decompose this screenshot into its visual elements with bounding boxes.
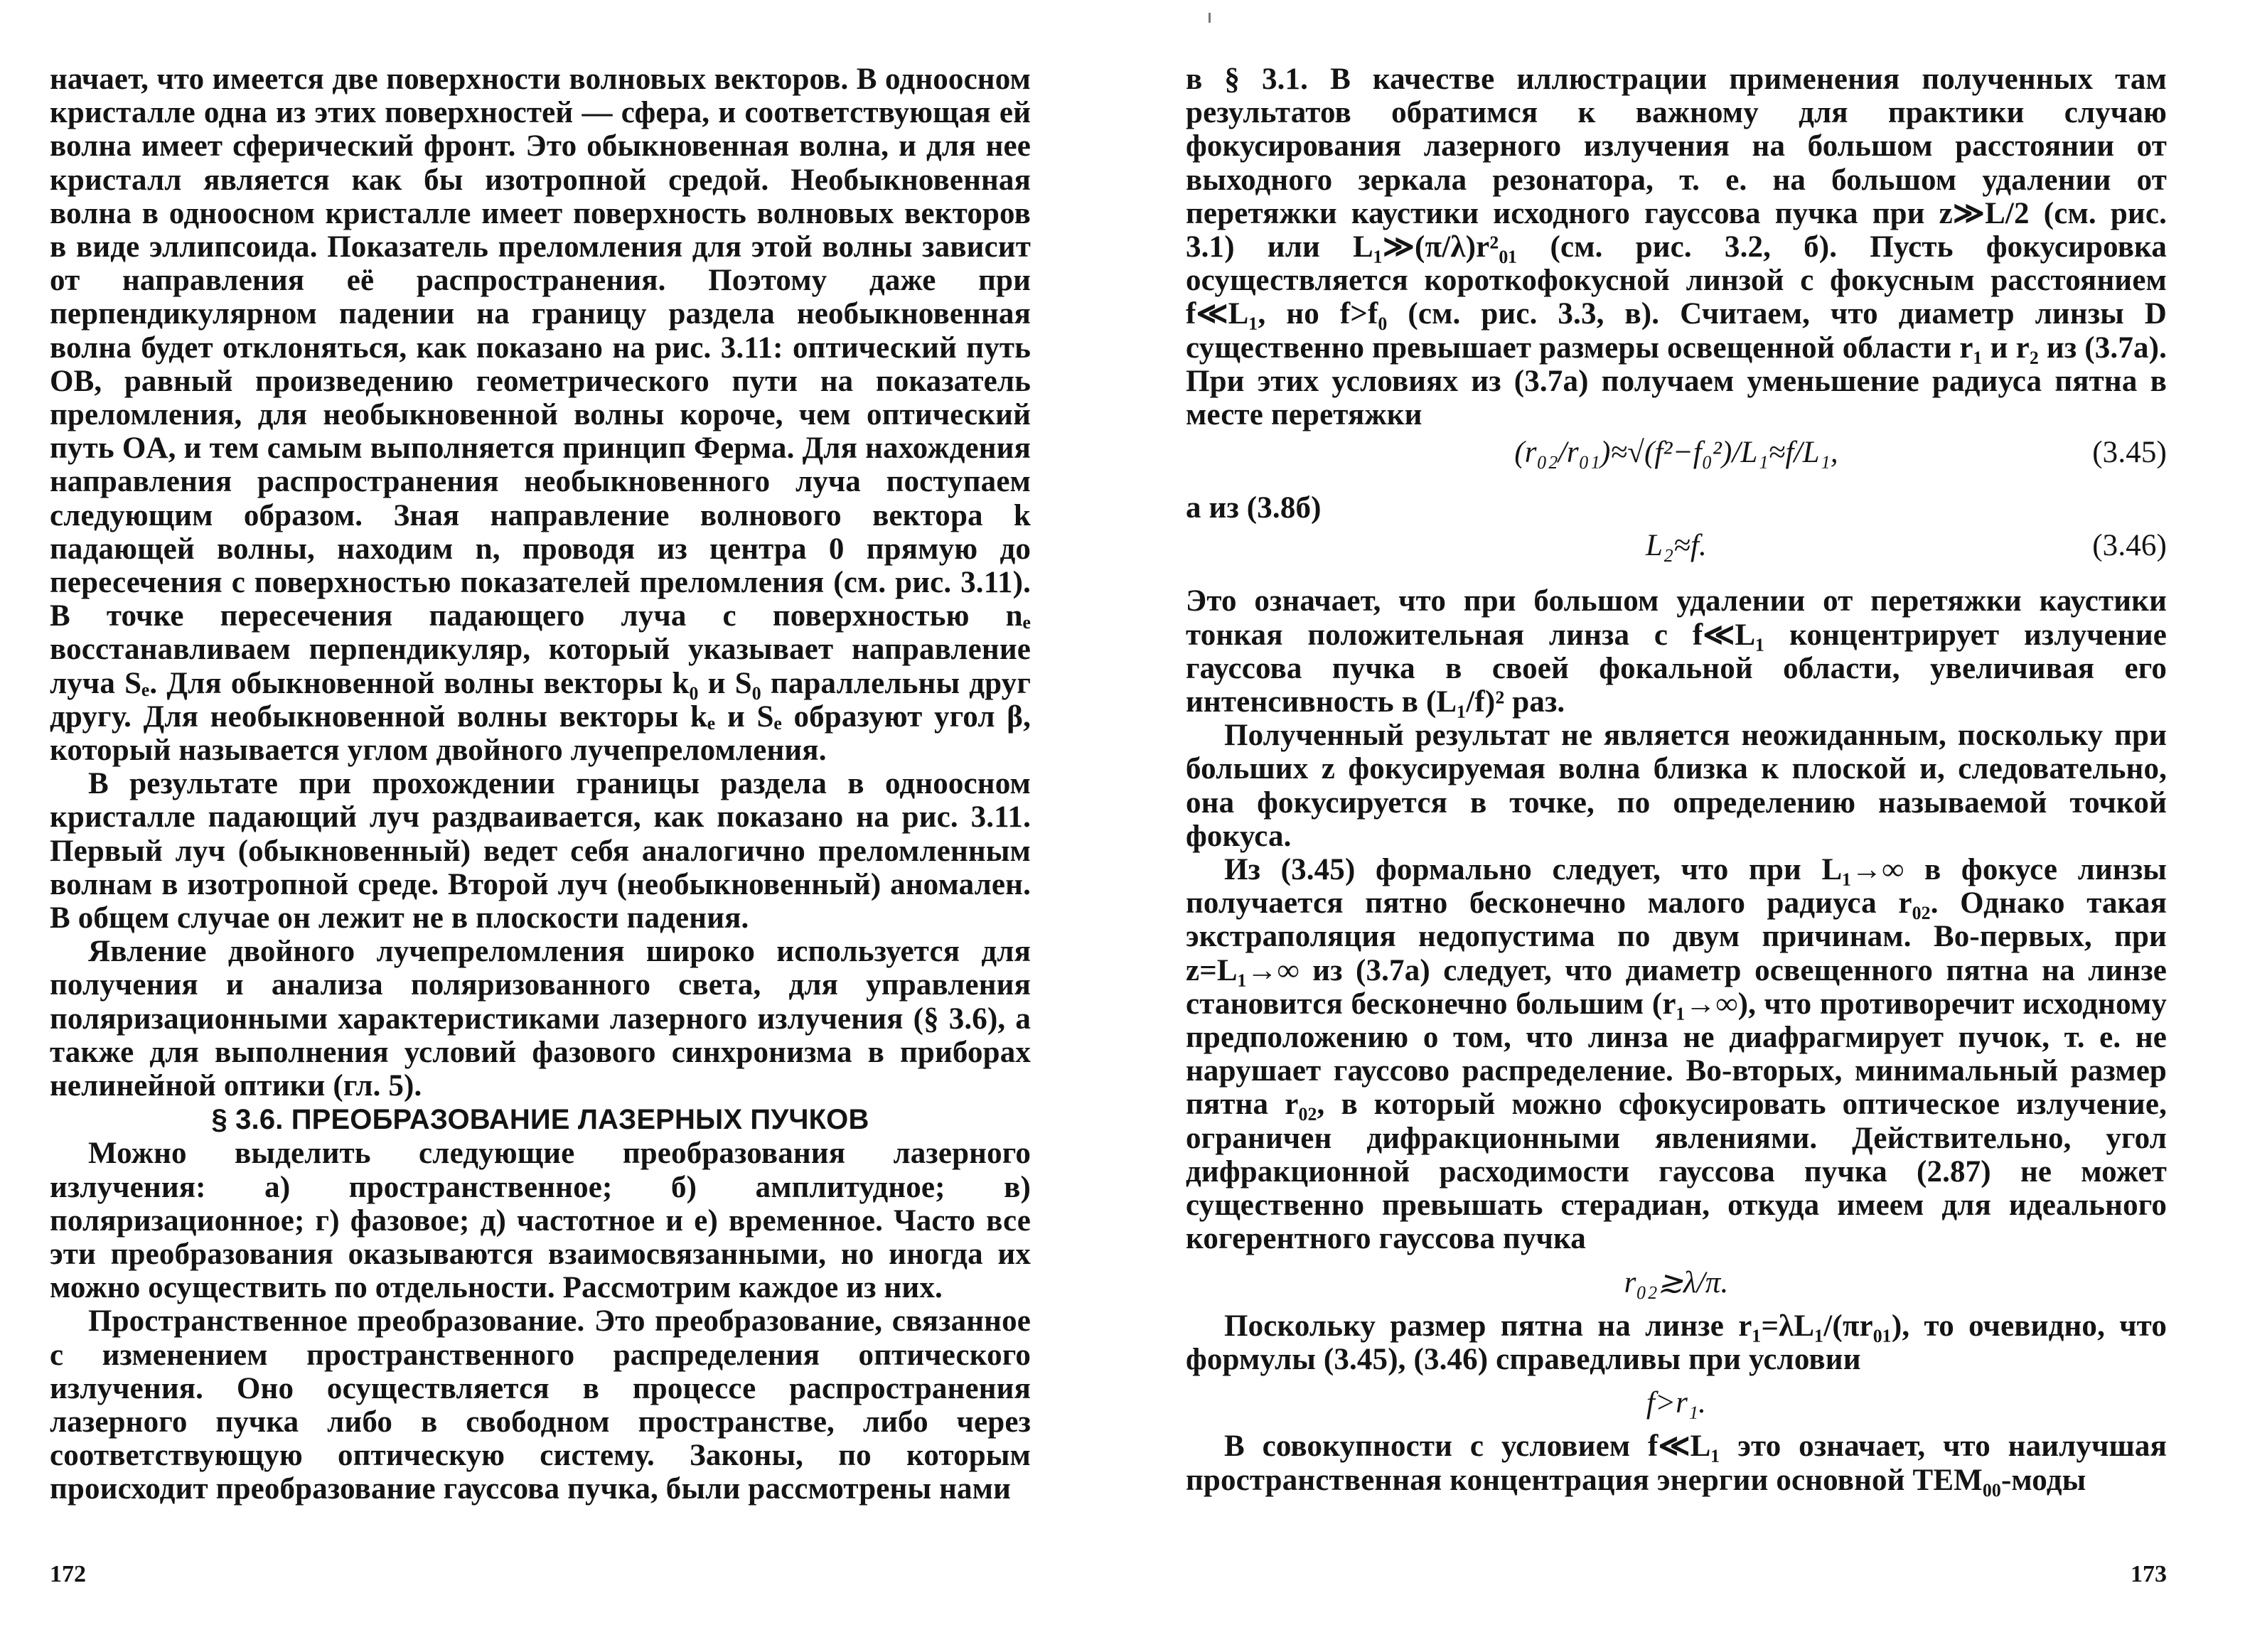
equation-expression: (r₀₂/r₀₁)≈√(f²−f₀²)/L₁≈f/L₁, bbox=[1514, 436, 1838, 470]
right-page bbox=[1186, 0, 2167, 1652]
paragraph-body: Это преобразование, связанное с изменением пространственного распределения оптического излучения. Оно осуществляется в процессе распространения лазерного пучка либо в свободном пространстве, либо через соответствующую оптическую систему. Законы, по которым происходит преобразование гауссова пучка, были рассмотрены нами bbox=[50, 1304, 1031, 1506]
left-page-text bbox=[50, 63, 1031, 1506]
paragraph: Из (3.45) формально следует, что при L₁→∞ в фокусе линзы получается пятно бесконечно малого радиуса r₀₂. Однако такая экстраполяция недопустима по двум причинам. Во-первых, при z=L₁→∞ из (3.7а) следует, что диаметр освещенного пятна на линзе становится бесконечно большим (r₁→∞), что противоречит исходному предположению о том, что линза не диафрагмирует пучок, т. е. не нарушает гауссово распределение. Во-вторых, минимальный размер пятна r₀₂, в который можно сфокусировать оптическое излучение, ограничен дифракционными явлениями. Действительно, угол дифракционной расходимости гауссова пучка (2.87) не может существенно превышать стерадиан, откуда имеем для идеального когерентного гауссова пучка bbox=[1186, 853, 2167, 1256]
right-page-text bbox=[1186, 63, 2167, 1497]
page-number: 173 bbox=[2131, 1561, 2167, 1587]
equation-number: (3.46) bbox=[2092, 529, 2167, 563]
paragraph: начает, что имеется две поверхности волновых векторов. В одноосном кристалле одна из этих поверхностей — сфера, и соответствующая ей волна имеет сферический фронт. Это обыкновенная волна, и для нее кристалл является как бы изотропной средой. Необыкновенная волна в одноосном кристалле имеет поверхность волновых векторов в виде эллипсоида. Показатель преломления для этой волны зависит от направления её распространения. Поэтому даже при перпендикулярном падении на границу раздела необыкновенная волна будет отклоняться, как показано на рис. 3.11: оптический путь OB, равный произведению геометрического пути на показатель преломления, для необыкновенной волны короче, чем оптический путь OA, и тем самым выполняется принцип Ферма. Для нахождения направления распространения необыкновенного луча поступаем следующим образом. Зная направление волнового вектора k падающей волны, находим n, проводя из центра 0 прямую до пересечения с поверхностью показателей преломления (см. рис. 3.11). В точке пересечения падающего луча с поверхностью nₑ восстанавливаем перпендикуляр, который указывает направление луча Sₑ. Для обыкновенной волны векторы k₀ и S₀ параллельны друг другу. Для необыкновенной волны векторы kₑ и Sₑ образуют угол β, который называется углом двойного лучепреломления. bbox=[50, 63, 1031, 768]
paragraph: Полученный результат не является неожиданным, поскольку при больших z фокусируемая волна близка к плоской и, следовательно, она фокусируется в точке, по определению называемой точкой фокуса. bbox=[1186, 719, 2167, 853]
paragraph: а из (3.8б) bbox=[1186, 491, 1322, 525]
paragraph: В результате при прохождении границы раздела в одноосном кристалле падающий луч раздваивается, как показано на рис. 3.11. Первый луч (обыкновенный) ведет себя аналогично преломленным волнам в изотропной среде. Второй луч (необыкновенный) аномален. В общем случае он лежит не в плоскости падения. bbox=[50, 767, 1031, 935]
paragraph: Можно выделить следующие преобразования лазерного излучения: а) пространственное; б) амплитудное; в) поляризационное; г) фазовое; д) частотное и е) временное. Часто все эти преобразования оказываются взаимосвязанными, но иногда их можно осуществить по отдельности. Рассмотрим каждое из них. bbox=[50, 1137, 1031, 1305]
equation-inline: r₀₂≳λ/π. bbox=[1624, 1265, 1729, 1299]
bold-term: Пространственное преобразование. bbox=[88, 1304, 585, 1339]
equation-inline: f>r₁. bbox=[1646, 1386, 1707, 1420]
page-number: 172 bbox=[50, 1561, 86, 1587]
equation-3-45 bbox=[1186, 436, 2167, 487]
paragraph bbox=[50, 1304, 1031, 1506]
left-page bbox=[50, 0, 1031, 1652]
paragraph: Поскольку размер пятна на линзе r₁=λL₁/(πr₀₁), то очевидно, что формулы (3.45), (3.46) справедливы при условии bbox=[1186, 1309, 2167, 1376]
paragraph: в § 3.1. В качестве иллюстрации применения полученных там результатов обратимся к важному для практики случаю фокусирования лазерного излучения на большом расстоянии от выходного зеркала резонатора, т. е. на большом удалении от перетяжки каустики исходного гауссова пучка при z≫L/2 (см. рис. 3.1) или L₁≫(π/λ)r²₀₁ (см. рис. 3.2, б). Пусть фокусировка осуществляется короткофокусной линзой с фокусным расстоянием f≪L₁, но f>f₀ (см. рис. 3.3, в). Считаем, что диаметр линзы D существенно превышает размеры освещенной области r₁ и r₂ из (3.7а). При этих условиях из (3.7а) получаем уменьшение радиуса пятна в месте перетяжки bbox=[1186, 63, 2167, 432]
equation-expression: L₂≈f. bbox=[1646, 529, 1707, 563]
section-heading: § 3.6. ПРЕОБРАЗОВАНИЕ ЛАЗЕРНЫХ ПУЧКОВ bbox=[211, 1104, 869, 1136]
equation-number: (3.45) bbox=[2092, 436, 2167, 470]
paragraph: Явление двойного лучепреломления широко используется для получения и анализа поляризованного света, для управления поляризационными характеристиками лазерного излучения (§ 3.6), а также для выполнения условий фазового синхронизма в приборах нелинейной оптики (гл. 5). bbox=[50, 935, 1031, 1103]
equation-3-46 bbox=[1186, 529, 2167, 580]
paragraph: Это означает, что при большом удалении от перетяжки каустики тонкая положительная линза с f≪L₁ концентрирует излучение гауссова пучка в своей фокальной области, увеличивая его интенсивность в (L₁/f)² раз. bbox=[1186, 584, 2167, 719]
paragraph: В совокупности с условием f≪L₁ это означает, что наилучшая пространственная концентрация энергии основной TEM₀₀-моды bbox=[1186, 1430, 2167, 1497]
